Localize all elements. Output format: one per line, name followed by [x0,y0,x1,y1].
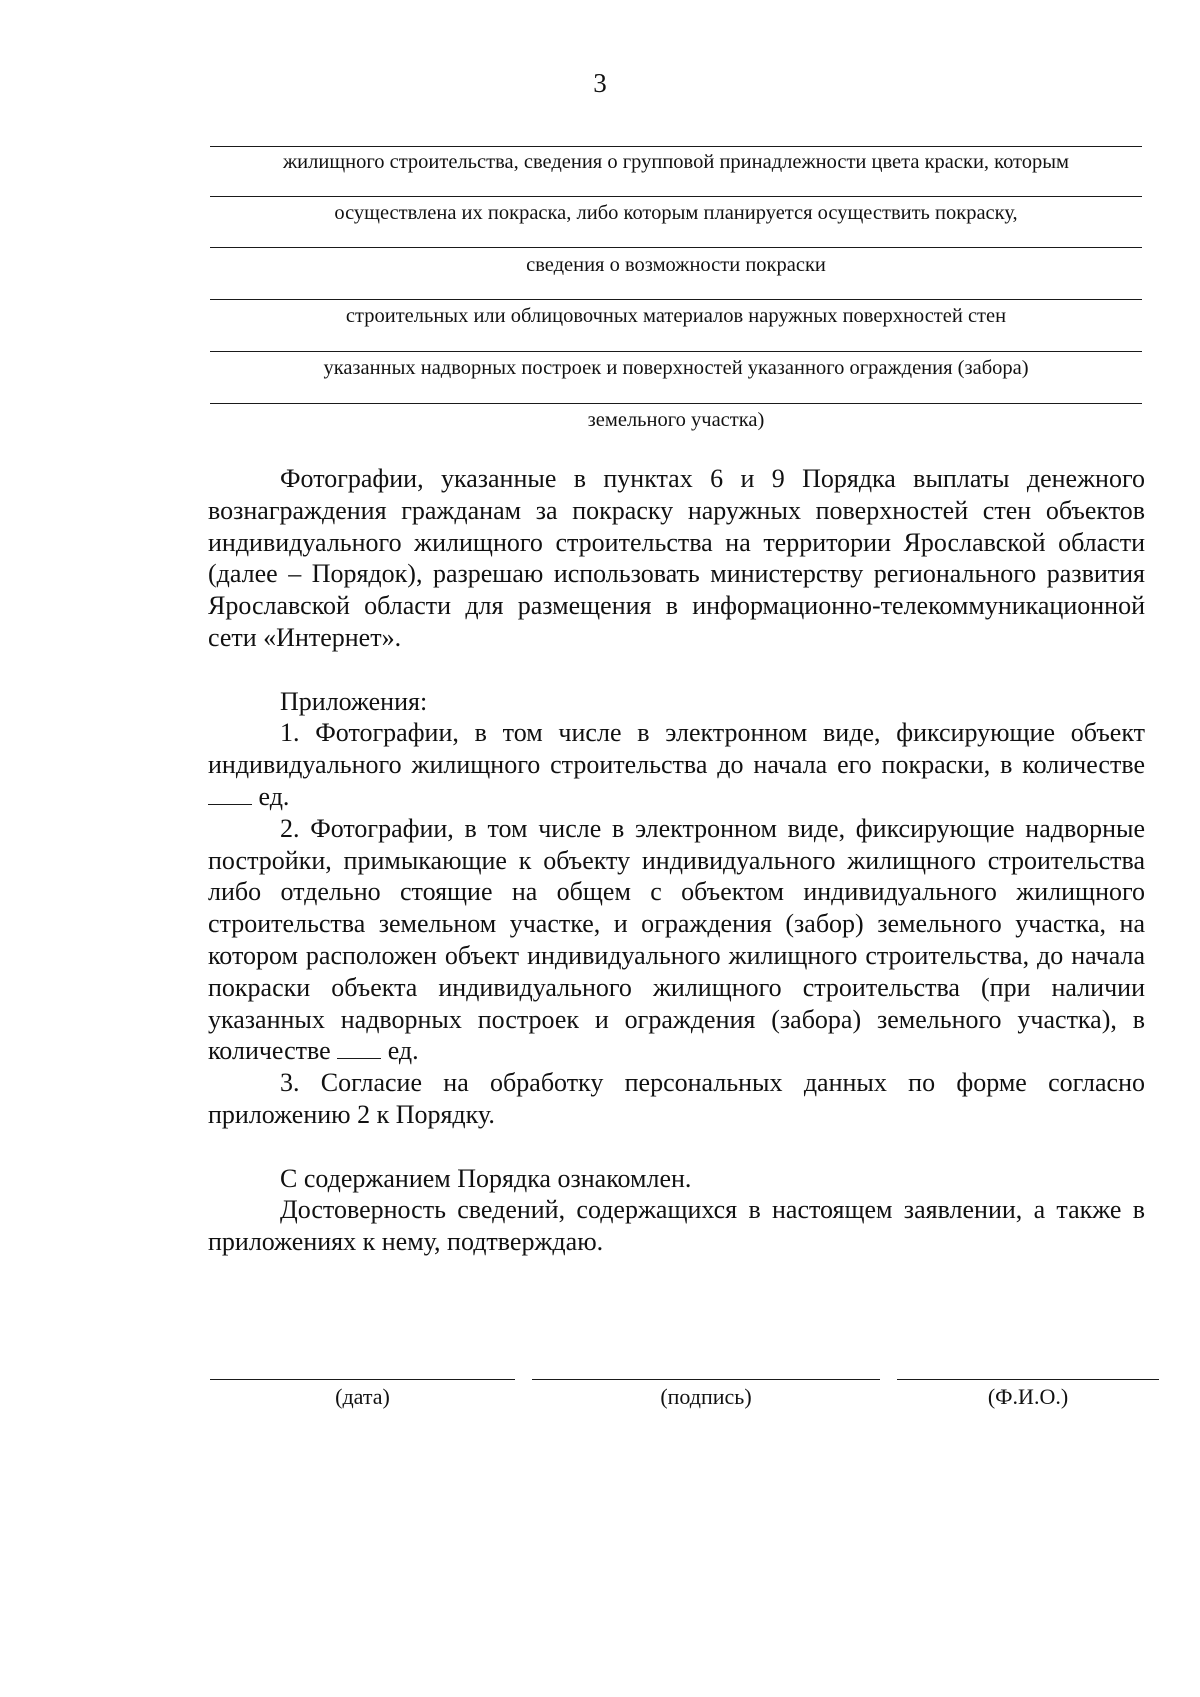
field-caption-3: сведения о возможности покраски [526,254,826,276]
field-caption-1: жилищного строительства, сведения о групповой принадлежности цвета краски, которым [283,151,1069,173]
field-line-6 [210,403,1142,404]
field-line-4 [210,299,1142,300]
appendix-item-1: 1. Фотографии, в том числе в электронном виде, фиксирующие объект индивидуального жилищного строительства до начала его покраски, в количестве ед. [208,718,1145,811]
confirmation-paragraph: Достоверность сведений, содержащихся в настоящем заявлении, а также в приложениях к нему, подтверждаю. [208,1195,1145,1257]
name-line [897,1379,1159,1380]
field-line-3 [210,247,1142,248]
signature-line [532,1379,880,1380]
name-caption: (Ф.И.О.) [987,1384,1069,1409]
signature-caption: (подпись) [660,1384,752,1409]
appendices-heading: Приложения: [280,686,428,716]
acknowledgement-paragraph: С содержанием Порядка ознакомлен. [280,1163,692,1193]
appendix-item-2: 2. Фотографии, в том числе в электронном виде, фиксирующие надворные постройки, примыкающие к объекту индивидуального жилищного строительства либо отдельно стоящие на общем с объектом индивидуального жилищного строительства земельном участке, и ограждения (забор) земельного участка, на котором расположен объект индивидуального жилищного строительства, до начала покраски объекта индивидуального жилищного строительства (при наличии указанных надворных построек и ограждения (забора) земельного участка), в количестве ед. [208,813,1145,1066]
quantity-blank-2 [337,1036,381,1059]
field-line-2 [210,196,1142,197]
document-body [208,463,1145,1258]
field-caption-5: указанных надворных построек и поверхностей указанного ограждения (забора) [323,357,1029,379]
date-caption: (дата) [335,1384,390,1409]
date-line [210,1379,515,1380]
field-caption-4: строительных или облицовочных материалов наружных поверхностей стен [345,305,1007,327]
appendix-item-3: 3. Согласие на обработку персональных данных по форме согласно приложению 2 к Порядку. [208,1068,1145,1129]
field-line-5 [210,351,1142,352]
field-line-1 [210,146,1142,147]
page-number: 3 [593,68,607,98]
field-caption-2: осуществлена их покраска, либо которым планируется осуществить покраску, [334,202,1018,224]
field-caption-6: земельного участка) [587,409,765,431]
quantity-blank-1 [208,782,252,805]
photos-permission-paragraph: Фотографии, указанные в пунктах 6 и 9 Порядка выплаты денежного вознаграждения гражданам за покраску наружных поверхностей стен объектов индивидуального жилищного строительства на территории Ярославской области (далее – Порядок), разрешаю использовать министерству регионального развития Ярославской области для размещения в информационно-телекоммуникационной сети «Интернет». [208,464,1145,652]
